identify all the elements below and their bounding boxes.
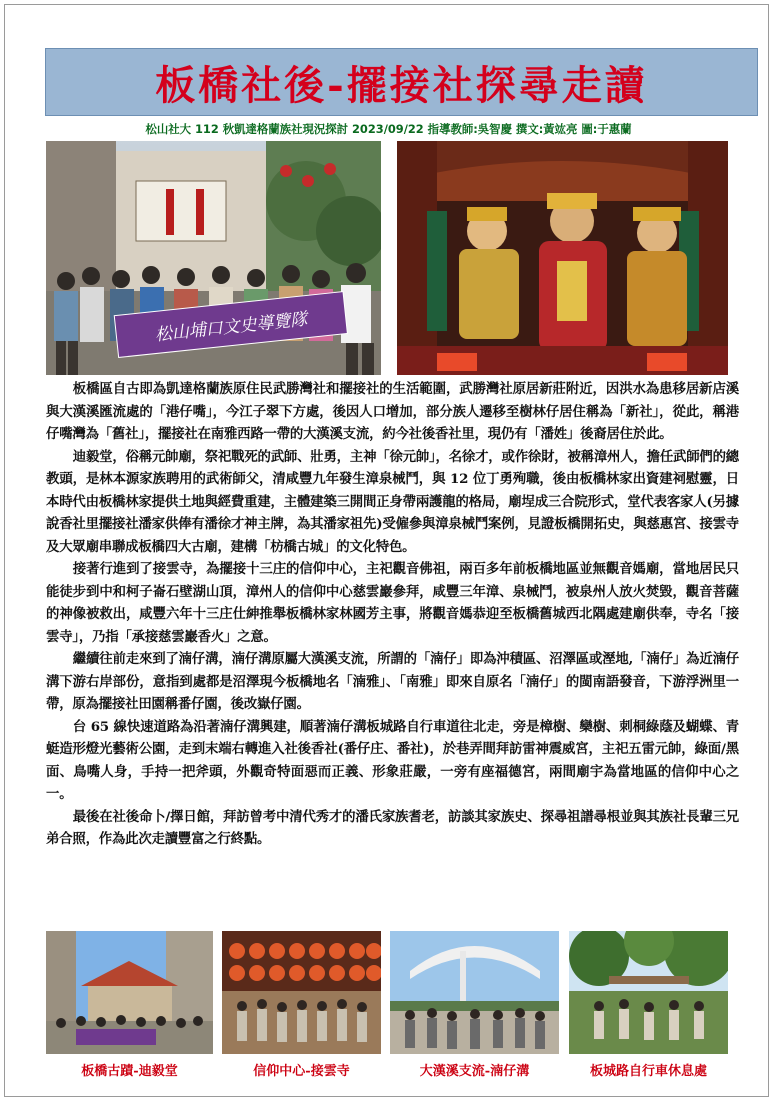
paragraph: 板橋區自古即為凱達格蘭族原住民武勝灣社和擺接社的生活範圍，武勝灣社原居新莊附近，因洪水為患移居新店溪與大漢溪匯流處的「港仔嘴」，今江子翠下方處，後因人口增加，部分族人遷移至樹林仔居住稱為「新社」，從此，稱港仔嘴灣為「舊社」，擺接社在南雅西路一帶的大漢溪支流，約今社後香社里，現仍有「潘姓」後裔居住於此。: [46, 381, 739, 442]
caption-nanzigou: 大漢溪支流-湳仔溝: [419, 1064, 530, 1079]
photo-bike-rest-area-art: [569, 931, 728, 1054]
paragraph: 台 65 線快速道路為沿著湳仔溝興建，順著湳仔溝板城路自行車道往北走，旁是樟樹、欒樹、刺桐綠蔭及蝴蝶、青蜓造形燈光藝術公園，走到末端右轉進入社後香社(番仔庄、番社)，於巷弄間拜訪雷神震威宮，主祀五雷元帥，綠面/黑面、鳥嘴人身，手持一把斧頭，外觀奇特面惡而正義、形象莊嚴，一旁有座福德宮，兩間廟宇為當地區的信仰中心之一。: [46, 718, 739, 802]
photo-jieyun-temple: [222, 931, 381, 1054]
photo-diyi-temple-art: [46, 931, 213, 1054]
photo-deity-statues-art: [397, 141, 728, 375]
photo-group-banner-art: [46, 141, 381, 375]
paragraph: 最後在社後命卜/擇日館，拜訪曾考中清代秀才的潘氏家族耆老，訪談其家族史、探尋祖譜尋根並與其族社長輩三兄弟合照，作為此次走讀豐富之行終點。: [46, 808, 739, 847]
paragraph: 迪毅堂，俗稱元帥廟，祭祀戰死的武師、壯勇，主神「徐元帥」，名徐才，或作徐財，被稱漳州人，擔任武師們的總教頭，是林本源家族聘用的武術師父，清咸豐九年發生漳泉械鬥，與 12 位丁勇殉職，後由板橋林家出資建祠慰靈，日本時代由板橋林家提供土地與經費重建，主體建築三開間正身帶兩護龍的格局，廟埕成三合院形式，堂代表客家人(另據說香社里擺接社潘家供俸有潘徐才神主牌，為其潘家祖先)受僱參與漳泉械鬥案例，見證板橋開拓史，與慈惠宮、接雲寺及大眾廟串聯成板橋四大古廟，建構「枋橋古城」的文化特色。: [46, 448, 739, 555]
photo-diyi-temple: [46, 931, 213, 1054]
paragraph: 接著行進到了接雲寺，為擺接十三庄的信仰中心，主祀觀音佛祖，兩百多年前板橋地區並無觀音媽廟，當地居民只能徒步到中和柯子崙石壁湖山頂，漳州人的信仰中心慈雲巖參拜，咸豐三年漳、泉械鬥，被泉州人放火焚毀，觀音菩薩的神像被救出，咸豐六年十三庄仕紳推舉板橋林家林國芳主事，將觀音媽恭迎至板橋舊城西北隅處建廟供奉，寺名「接雲寺」，乃指「承接慈雲巖香火」之意。: [46, 561, 739, 645]
photo-group-banner: [46, 141, 381, 375]
paragraph: 繼續往前走來到了湳仔溝，湳仔溝原屬大漢溪支流，所謂的「湳仔」即為沖積區、沼澤區或溼地,「湳仔」為近湳仔溝下游右岸部份，意指到處都是沼澤現今板橋地名「湳雅」、「南雅」即來自原名「湳仔」的閩南語發音，下游浮洲里一帶，原為擺接社田園稱番仔園，後改嶽仔園。: [46, 651, 739, 712]
group-banner-text: 松山埔口文史導覽隊: [154, 309, 309, 346]
caption-bike-rest-area: 板城路自行車休息處: [589, 1064, 707, 1079]
caption-diyi-temple: 板橋古蹟-迪毅堂: [81, 1064, 178, 1079]
title-banner: [45, 48, 758, 116]
photo-bike-rest-area: [569, 931, 728, 1054]
byline: 松山社大 112 秋凱達格蘭族社現況探討 2023/09/22 指導教師:吳智慶 撰文:黃竑亮 圖:于惠蘭: [145, 122, 632, 136]
caption-jieyun-temple: 信仰中心-接雲寺: [253, 1064, 350, 1079]
photo-jieyun-temple-art: [222, 931, 381, 1054]
page-title: 板橋社後-擺接社探尋走讀: [155, 61, 648, 109]
photo-nanzigou: [390, 931, 559, 1054]
article-body: [46, 378, 739, 851]
photo-deity-statues: [397, 141, 728, 375]
photo-nanzigou-art: [390, 931, 559, 1054]
